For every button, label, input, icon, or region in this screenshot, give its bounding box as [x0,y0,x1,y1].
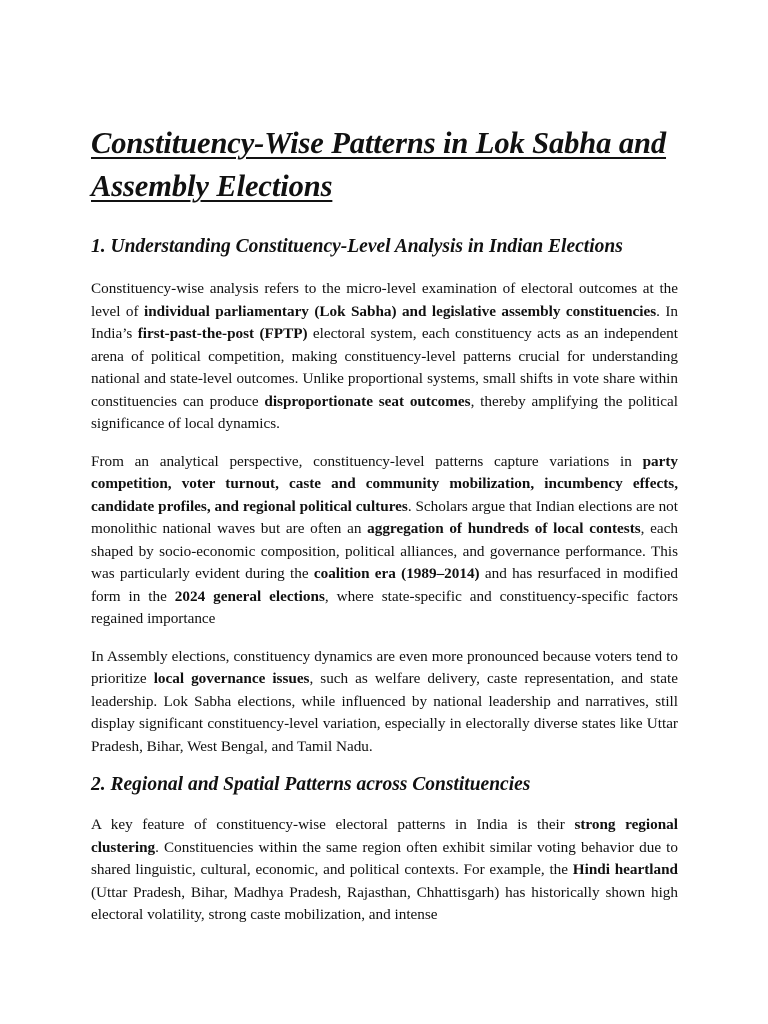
bold-text-run: first-past-the-post (FPTP) [137,325,308,342]
bold-text-run: coalition era (1989–2014) [313,565,480,582]
text-run: . In India’s [91,302,679,342]
text-run: , thereby amplifying the political significance of local dynamics. [91,392,678,432]
section-1-paragraph-3 [91,646,678,759]
bold-text-run: individual parliamentary (Lok Sabha) and legislative assembly constituencies [144,302,657,320]
text-run: Constituency-wise analysis refers to the micro-level examination of electoral outcomes at the level of [91,280,678,320]
document-page [91,0,678,927]
section-1-paragraph-2 [91,451,678,631]
section-2-heading: 2. Regional and Spatial Patterns across Constituencies [91,774,531,795]
text-run: , such as welfare delivery, caste representation, and state leadership. Lok Sabha elections, while influenced by national leadership and narratives, still display significant constituency-level variation, especially in electorally diverse states like Uttar Pradesh, Bihar, West Bengal, and Tamil Nadu. [91,670,678,755]
text-run: . Scholars argue that Indian elections are not monolithic national waves but are often an [91,497,678,537]
section-1-heading: 1. Understanding Constituency-Level Analysis in Indian Elections [91,236,623,257]
text-run: electoral system, each constituency acts as an independent arena of political competition, making constituency-level patterns crucial for understanding national and state-level outcomes. Unlike proportional systems, small shifts in vote share within constituencies can produce [91,325,678,410]
text-run: . Constituencies within the same region often exhibit similar voting behavior due to shared linguistic, cultural, economic, and political contexts. For example, the [91,838,678,878]
bold-text-run: 2024 general elections [174,587,325,605]
section-1-paragraph-1 [91,278,678,436]
text-run: and has resurfaced in modified form in the [91,565,678,605]
bold-text-run: party competition, voter turnout, caste and community mobilization, incumbency effects, candidate profiles, and regional political cultures [91,452,678,515]
text-run: , where state-specific and constituency-specific factors regained importance [91,587,678,627]
bold-text-run: disproportionate seat outcomes [264,392,471,410]
bold-text-run: local governance issues [153,670,310,687]
text-run: In Assembly elections, constituency dynamics are even more pronounced because voters tend to prioritize [91,647,678,687]
section-2-paragraph-1 [91,814,678,927]
bold-text-run: Hindi heartland [572,861,678,878]
text-run: , each shaped by socio-economic composition, political alliances, and governance performance. This was particularly evident during the [91,520,678,582]
text-run: From an analytical perspective, constituency-level patterns capture variations in [91,452,643,470]
text-run: (Uttar Pradesh, Bihar, Madhya Pradesh, Rajasthan, Chhattisgarh) has historically shown high electoral volatility, strong caste mobilization, and intense [91,883,678,923]
bold-text-run: strong regional clustering [91,816,678,856]
document-title: Constituency-Wise Patterns in Lok Sabha and Assembly Elections [91,126,667,203]
text-run: A key feature of constituency-wise electoral patterns in India is their [91,816,575,833]
bold-text-run: aggregation of hundreds of local contests [367,520,641,537]
